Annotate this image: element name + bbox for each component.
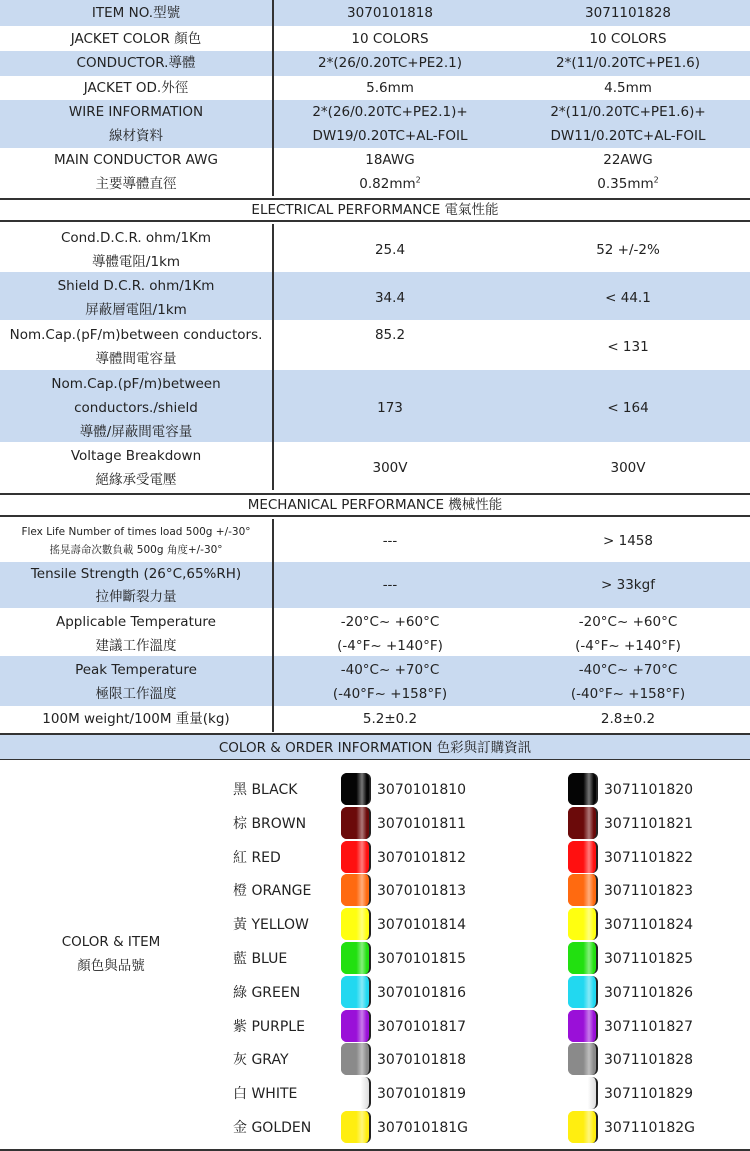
voltage-label-zh: 絕緣承受電壓 <box>95 472 177 488</box>
color-row <box>0 874 750 908</box>
nom-cap-label-zh: 導體間電容量 <box>95 351 177 367</box>
color-swatch <box>568 807 598 839</box>
app-temp-value-1b: (-4°F~ +140°F) <box>337 638 443 654</box>
color-row <box>0 976 750 1010</box>
weight-value-2: 2.8±0.2 <box>600 711 656 727</box>
color-name: 橙 ORANGE <box>233 883 312 900</box>
order-code-1: 3070101818 <box>377 1052 467 1069</box>
color-swatch <box>568 1111 598 1143</box>
wire-info-value-1a: 2*(26/0.20TC+PE2.1)+ <box>312 104 468 120</box>
item-no-row <box>0 0 750 26</box>
color-name: 紫 PURPLE <box>233 1018 305 1035</box>
shield-dcr-value-1: 34.4 <box>374 290 406 306</box>
mechanical-section-title: MECHANICAL PERFORMANCE 機械性能 <box>0 493 750 517</box>
cond-dcr-value-1: 25.4 <box>374 242 406 258</box>
order-code-1: 3070101817 <box>377 1018 467 1035</box>
nom-cap-shield-label-2: conductors./shield <box>74 400 198 416</box>
flex-life-row <box>0 519 750 562</box>
order-code-2: 3071101826 <box>604 984 694 1001</box>
shield-dcr-value-2: < 44.1 <box>605 290 651 306</box>
order-code-2: 3071101829 <box>604 1086 694 1103</box>
app-temp-label-en: Applicable Temperature <box>55 614 216 630</box>
peak-temp-row <box>0 656 750 706</box>
nom-cap-shield-label-1: Nom.Cap.(pF/m)between <box>51 376 221 392</box>
color-swatch <box>568 773 598 805</box>
conductor-value-2: 2*(11/0.20TC+PE1.6) <box>556 55 700 71</box>
flex-life-label-zh: 搖晃壽命次數負載 500g 角度+/-30° <box>49 544 223 556</box>
order-code-2: 3071101821 <box>604 815 694 832</box>
conductor-row <box>0 51 750 76</box>
color-swatch <box>341 773 371 805</box>
wire-info-row <box>0 100 750 148</box>
nom-cap-shield-value-1: 173 <box>377 400 403 416</box>
order-code-1: 3070101815 <box>377 951 467 967</box>
color-name: 黑 BLACK <box>233 782 298 798</box>
color-item-label-en: COLOR & ITEM <box>61 934 161 950</box>
color-swatch <box>341 942 371 974</box>
awg-value-2a: 22AWG <box>603 152 653 168</box>
weight-label: 100M weight/100M 重量(kg) <box>42 711 230 727</box>
flex-life-value-1: --- <box>382 533 398 549</box>
wire-info-value-2a: 2*(11/0.20TC+PE1.6)+ <box>550 104 706 120</box>
color-swatch <box>568 1010 598 1042</box>
color-row <box>0 908 750 942</box>
nom-cap-row <box>0 320 750 370</box>
color-swatch <box>341 1077 371 1109</box>
color-swatch <box>341 908 371 940</box>
conductor-label: CONDUCTOR.導體 <box>76 55 196 71</box>
color-name: 灰 GRAY <box>233 1052 289 1069</box>
order-code-1: 3070101812 <box>377 849 467 866</box>
color-row <box>0 807 750 841</box>
jacket-color-row <box>0 26 750 51</box>
weight-value-1: 5.2±0.2 <box>362 711 418 727</box>
app-temp-value-1a: -20°C~ +60°C <box>340 614 440 630</box>
order-section-title: COLOR & ORDER INFORMATION 色彩與訂購資訊 <box>0 733 750 761</box>
flex-life-label-en: Flex Life Number of times load 500g +/-30° <box>21 526 251 538</box>
nom-cap-shield-row <box>0 370 750 442</box>
color-swatch <box>568 841 598 873</box>
color-row <box>0 1111 750 1145</box>
order-code-2: 3071101824 <box>604 917 694 934</box>
order-code-1: 3070101819 <box>377 1086 467 1103</box>
color-name: 綠 GREEN <box>233 984 301 1001</box>
color-swatch <box>341 841 371 873</box>
color-row <box>0 1010 750 1044</box>
weight-row <box>0 706 750 732</box>
shield-dcr-row <box>0 272 750 320</box>
color-name: 紅 RED <box>233 849 281 866</box>
shield-dcr-label-zh: 屏蔽層電阻/1km <box>85 302 187 318</box>
jacket-color-value-2: 10 COLORS <box>589 31 667 47</box>
awg-label-en: MAIN CONDUCTOR AWG <box>54 152 218 168</box>
color-swatch <box>568 1077 598 1109</box>
color-row <box>0 942 750 976</box>
order-code-1: 3070101811 <box>377 815 467 832</box>
color-name: 黃 YELLOW <box>233 917 309 934</box>
jacket-od-value-1: 5.6mm <box>366 80 414 96</box>
item-no-label: ITEM NO.型號 <box>91 5 181 21</box>
tensile-label-zh: 拉伸斷裂力量 <box>95 589 177 605</box>
color-swatch <box>341 807 371 839</box>
peak-temp-value-1b: (-40°F~ +158°F) <box>332 686 448 702</box>
voltage-row <box>0 442 750 490</box>
voltage-label-en: Voltage Breakdown <box>70 448 202 464</box>
order-code-2: 3071101820 <box>604 782 694 798</box>
flex-life-value-2: > 1458 <box>603 533 653 549</box>
awg-label-zh: 主要導體直徑 <box>95 176 177 192</box>
color-item-label-zh: 顏色與品號 <box>77 958 145 974</box>
app-temp-label-zh: 建議工作溫度 <box>95 638 177 654</box>
nom-cap-value-2: < 131 <box>607 339 649 355</box>
wire-info-value-2b: DW11/0.20TC+AL-FOIL <box>550 128 706 144</box>
order-code-2: 3071101823 <box>604 883 694 900</box>
color-name: 白 WHITE <box>233 1086 298 1103</box>
order-code-2: 3071101825 <box>604 951 694 967</box>
order-code-2: 3071101828 <box>604 1052 694 1069</box>
awg-value-1b: $0.82mm^2$ <box>359 175 421 192</box>
wire-info-label-en: WIRE INFORMATION <box>68 104 204 120</box>
peak-temp-value-2a: -40°C~ +70°C <box>578 662 678 678</box>
color-row <box>0 773 750 807</box>
tensile-value-1: --- <box>382 577 398 593</box>
nom-cap-shield-label-zh: 導體/屏蔽間電容量 <box>79 424 193 440</box>
cond-dcr-label-en: Cond.D.C.R. ohm/1Km <box>60 230 212 246</box>
awg-value-1a: 18AWG <box>365 152 415 168</box>
color-swatch <box>568 874 598 906</box>
order-code-1: 3070101814 <box>377 917 467 934</box>
cond-dcr-row <box>0 224 750 272</box>
voltage-value-1: 300V <box>372 460 408 476</box>
color-name: 棕 BROWN <box>233 815 307 832</box>
jacket-od-value-2: 4.5mm <box>604 80 652 96</box>
voltage-value-2: 300V <box>610 460 646 476</box>
app-temp-value-2b: (-4°F~ +140°F) <box>575 638 681 654</box>
peak-temp-value-2b: (-40°F~ +158°F) <box>570 686 686 702</box>
item-no-value-1: 3070101818 <box>347 5 433 21</box>
shield-dcr-label-en: Shield D.C.R. ohm/1Km <box>57 278 215 294</box>
tensile-row <box>0 562 750 608</box>
cond-dcr-value-2: 52 +/-2% <box>596 242 660 258</box>
color-name: 藍 BLUE <box>233 951 288 967</box>
order-code-2: 3071101827 <box>604 1018 694 1035</box>
app-temp-row <box>0 608 750 656</box>
order-code-1: 3070101813 <box>377 883 467 900</box>
peak-temp-label-zh: 極限工作溫度 <box>95 686 177 702</box>
color-swatch <box>341 1010 371 1042</box>
order-code-1: 3070101816 <box>377 984 467 1001</box>
nom-cap-shield-value-2: < 164 <box>607 400 649 416</box>
app-temp-value-2a: -20°C~ +60°C <box>578 614 678 630</box>
peak-temp-value-1a: -40°C~ +70°C <box>340 662 440 678</box>
order-code-2: 307110182G <box>604 1120 696 1136</box>
color-swatch <box>568 976 598 1008</box>
color-swatch <box>568 908 598 940</box>
electrical-section-title: ELECTRICAL PERFORMANCE 電氣性能 <box>0 198 750 222</box>
color-swatch <box>568 1043 598 1075</box>
nom-cap-value-1: 85.2 <box>374 327 406 343</box>
nom-cap-label-en: Nom.Cap.(pF/m)between conductors. <box>9 327 263 343</box>
order-code-2: 3071101822 <box>604 849 694 866</box>
color-row <box>0 1043 750 1077</box>
cond-dcr-label-zh: 導體電阻/1km <box>91 254 181 270</box>
awg-value-2b: $0.35mm^2$ <box>597 175 659 192</box>
jacket-od-row <box>0 76 750 100</box>
item-no-value-2: 3071101828 <box>585 5 671 21</box>
color-swatch <box>341 1111 371 1143</box>
color-swatch <box>341 976 371 1008</box>
color-row <box>0 1077 750 1111</box>
jacket-color-label: JACKET COLOR 顏色 <box>70 31 202 47</box>
color-order-panel <box>0 760 750 1151</box>
jacket-od-label: JACKET OD.外徑 <box>83 80 189 96</box>
color-name: 金 GOLDEN <box>233 1120 312 1136</box>
peak-temp-label-en: Peak Temperature <box>75 662 197 678</box>
color-swatch <box>341 1043 371 1075</box>
color-swatch <box>341 874 371 906</box>
tensile-label-en: Tensile Strength (26°C,65%RH) <box>30 566 242 582</box>
order-code-1: 307010181G <box>377 1120 469 1136</box>
color-row <box>0 841 750 875</box>
order-code-1: 3070101810 <box>377 782 467 798</box>
wire-info-label-zh: 線材資料 <box>109 128 163 144</box>
tensile-value-2: > 33kgf <box>601 577 655 593</box>
awg-row <box>0 148 750 196</box>
jacket-color-value-1: 10 COLORS <box>351 31 429 47</box>
wire-info-value-1b: DW19/0.20TC+AL-FOIL <box>312 128 468 144</box>
conductor-value-1: 2*(26/0.20TC+PE2.1) <box>318 55 462 71</box>
color-swatch <box>568 942 598 974</box>
